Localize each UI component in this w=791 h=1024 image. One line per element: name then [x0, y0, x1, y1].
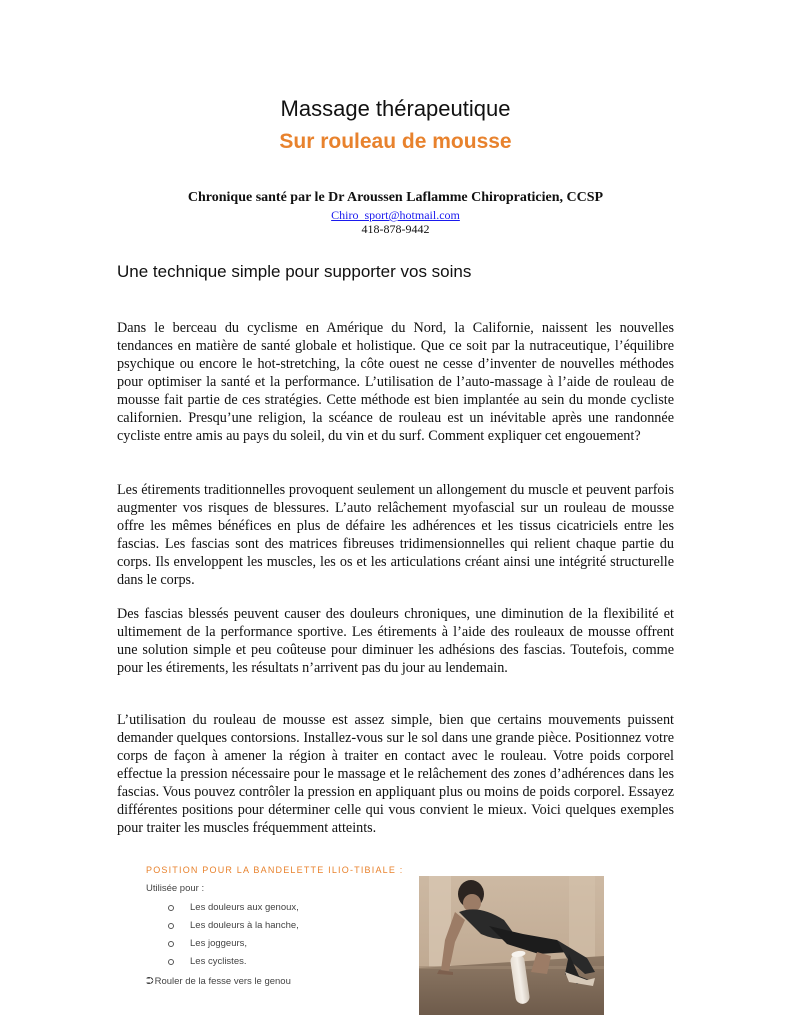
- email-link[interactable]: Chiro_sport@hotmail.com: [331, 208, 460, 222]
- list-item-label: Les douleurs aux genoux,: [190, 902, 299, 913]
- page-subtitle: Sur rouleau de mousse: [279, 130, 512, 153]
- list-item-label: Les joggeurs,: [190, 938, 248, 949]
- circle-bullet-icon: [168, 923, 174, 929]
- author-byline: Chronique santé par le Dr Aroussen Laflamme Chiropraticien, CCSP: [187, 190, 604, 205]
- author-email: [0, 208, 791, 223]
- page-title: Massage thérapeutique: [280, 96, 511, 121]
- paragraph: Les étirements traditionnelles provoquent seulement un allongement du muscle et peuvent parfois augmenter vos risques de blessures. L’auto relâchement myofascial sur un rouleau de mousse offre les mêmes bénéfices en plus de défaire les adhérences et les tissus cicatriciels entre les fascias. Les fascias sont des matrices fibreuses tridimensionnelles qui relient chaque partie du corps. Ils enveloppent les muscles, les os et les articulations créant ainsi une intégrité structurelle dans le corps.: [117, 482, 674, 588]
- instruction-text: Rouler de la fesse vers le genou: [154, 976, 291, 987]
- circle-bullet-icon: [168, 959, 174, 965]
- circle-bullet-icon: [168, 941, 174, 947]
- section-heading: Une technique simple pour supporter vos soins: [117, 262, 472, 281]
- paragraph: L’utilisation du rouleau de mousse est assez simple, bien que certains mouvements puissent demander quelques contorsions. Installez-vous sur le sol dans une grande pièce. Positionnez votre corps de façon à amener la région à traiter en contact avec le rouleau. Votre poids corporel effectue la pression nécessaire pour le massage et le relâchement des zones d’adhérences dans les fascias. Vous pouvez contrôler la pression en appliquant plus ou moins de poids corporel. Essayez différentes positions pour déterminer celle qui vous convient le mieux. Voici quelques exemples pour traiter les muscles fréquemment atteints.: [117, 712, 674, 836]
- circle-bullet-icon: [168, 905, 174, 911]
- arrow-right-icon: ⮊: [146, 976, 154, 987]
- paragraph: Des fascias blessés peuvent causer des douleurs chroniques, une diminution de la flexibilité et ultimement de la performance sportive. Les étirements à l’aide des rouleaux de mousse offrent une solution simple et peu coûteuse pour diminuer les adhésions des fascias. Toutefois, comme pour les étirements, les résultats n’arrivent pas du jour au lendemain.: [117, 606, 674, 676]
- list-item: [168, 935, 299, 953]
- list-item-label: Les douleurs à la hanche,: [190, 920, 299, 931]
- roll-instruction: [146, 976, 291, 987]
- paragraph: Dans le berceau du cyclisme en Amérique du Nord, la Californie, naissent les nouvelles tendances en matière de santé globale et holistique. Que ce soit par la nutraceutique, l’équilibre psychique ou encore le hot-stretching, la côte ouest ne cesse d’inventer de nouvelles méthodes pour optimiser la santé et la performance. L’utilisation de l’auto-massage à l’aide de rouleau de mousse fait partie de ces stratégies. Cette méthode est bien implantée au sein du monde cycliste californien. Presqu’une religion, la scéance de rouleau est un inévitable après une randonnée cycliste entre amis au pays du soleil, du vin et du surf. Comment expliquer cet engouement?: [117, 320, 674, 444]
- author-phone: 418-878-9442: [361, 222, 430, 236]
- list-item: [168, 953, 299, 971]
- list-item: [168, 917, 299, 935]
- foam-roller-photo: [419, 876, 604, 1015]
- position-heading: POSITION POUR LA BANDELETTE ILIO-TIBIALE :: [146, 865, 404, 875]
- list-item: [168, 899, 299, 917]
- uses-list: [168, 899, 299, 971]
- list-item-label: Les cyclistes.: [190, 956, 247, 967]
- used-for-label: Utilisée pour :: [146, 883, 205, 894]
